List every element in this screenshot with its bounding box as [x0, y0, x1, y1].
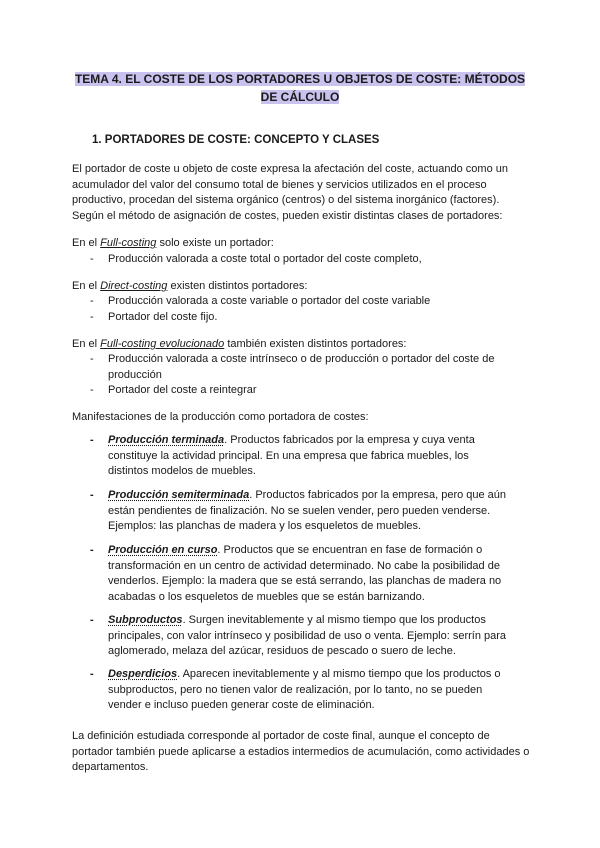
manifestation-item: - Subproductos. Surgen inevitablemente y al mismo tiempo que los productos principales, con valor intrínseco y posibilidad de uso o venta. Ejemplo: serrín para aglomerado, melaza del azúcar, residuos de pescado o suero de leche. — [88, 613, 510, 660]
list-item: - Producción valorada a coste variable o portador del coste variable — [88, 294, 528, 310]
manifestations-intro: Manifestaciones de la producción como portadora de costes: — [72, 411, 369, 423]
list-item: - Producción valorada a coste intrínseco o de producción o portador del coste de producción — [88, 352, 498, 383]
list-item: - Portador del coste fijo. — [88, 310, 528, 326]
title-line-2: DE CÁLCULO — [260, 90, 340, 104]
evolved-costing-term: Full-costing evolucionado — [100, 338, 225, 350]
section-heading: 1. PORTADORES DE COSTE: CONCEPTO Y CLASES — [92, 134, 380, 146]
full-costing-list — [88, 252, 528, 268]
evolved-costing-intro: En el Full-costing evolucionado también existen distintos portadores: — [72, 338, 407, 350]
list-item: - Portador del coste a reintegrar — [88, 383, 498, 399]
manifestation-term: Producción en curso — [108, 544, 218, 556]
manifestation-item: - Desperdicios. Aparecen inevitablemente y al mismo tiempo que los productos o subproductos, pero no tienen valor de realización, por lo tanto, no se pueden vender e incluso pueden generar coste de eliminación. — [88, 667, 510, 714]
direct-costing-list — [88, 294, 528, 325]
manifestation-item: - Producción en curso. Productos que se encuentran en fase de formación o transformación en un centro de actividad determinado. No cabe la posibilidad de venderlos. Ejemplo: la madera que se está serrando, las planchas de madera no acabadas o los esqueletos de muebles que se están barnizando. — [88, 543, 510, 605]
direct-costing-term: Direct-costing — [100, 280, 168, 292]
manifestation-term: Producción terminada — [108, 434, 225, 446]
full-costing-intro: En el Full-costing solo existe un portador: — [72, 237, 274, 249]
direct-costing-intro: En el Direct-costing existen distintos portadores: — [72, 280, 308, 292]
manifestation-term: Producción semiterminada — [108, 489, 250, 501]
evolved-costing-list — [88, 352, 498, 399]
manifestation-term: Desperdicios — [108, 668, 178, 680]
intro-paragraph: El portador de coste u objeto de coste expresa la afectación del coste, actuando como un acumulador del valor del consumo total de bienes y servicios utilizados en el proceso productivo, procedan del sistema orgánico (centros) o del sistema inorgánico (factores). Según el método de asignación de costes, pueden existir distintas clases de portadores: — [72, 163, 508, 222]
full-costing-term: Full-costing — [100, 237, 157, 249]
manifestation-item: - Producción semiterminada. Productos fabricados por la empresa, pero que aún están pendientes de finalización. No se suelen vender, pero pueden venderse. Ejemplos: las planchas de madera y los esqueletos de muebles. — [88, 488, 510, 535]
title-line-1: TEMA 4. EL COSTE DE LOS PORTADORES U OBJETOS DE COSTE: MÉTODOS — [74, 72, 526, 86]
manifestation-item: - Producción terminada. Productos fabricados por la empresa y cuya venta constituye la actividad principal. En una empresa que fabrica muebles, los distintos modelos de muebles. — [88, 433, 510, 480]
page-title — [60, 70, 540, 106]
manifestation-term: Subproductos — [108, 614, 183, 626]
closing-paragraph: La definición estudiada corresponde al portador de coste final, aunque el concepto de portador también puede aplicarse a estadios intermedios de acumulación, como actividades o departamentos. — [72, 730, 530, 773]
list-item: - Producción valorada a coste total o portador del coste completo, — [88, 252, 528, 268]
